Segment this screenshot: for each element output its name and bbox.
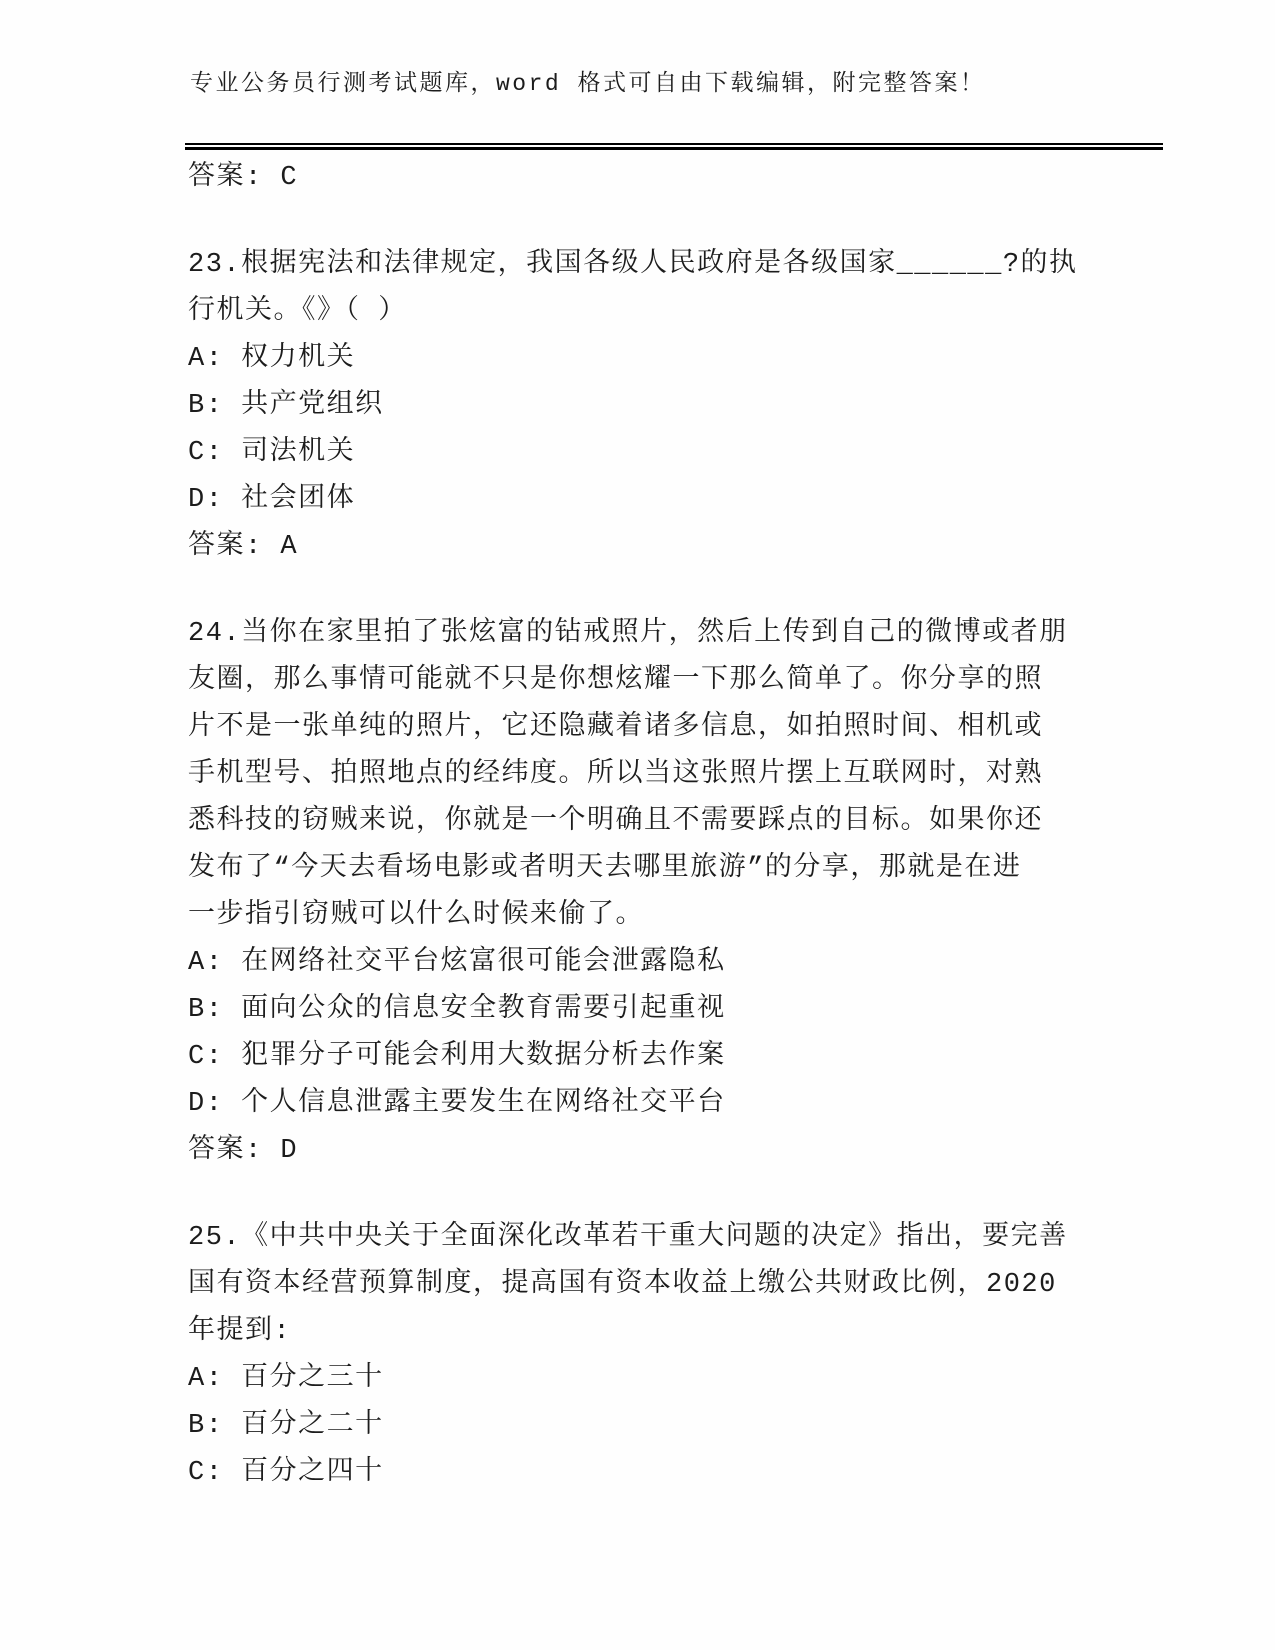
text-line: 手机型号、拍照地点的经纬度。所以当这张照片摆上互联网时，对熟 [188, 760, 1043, 790]
text-line: 答案: D [188, 1136, 299, 1166]
text-line: 答案: A [188, 532, 299, 562]
divider-top-line [185, 143, 1163, 145]
text-line: 一步指引窃贼可以什么时候来偷了。 [188, 901, 644, 931]
text-line: 行机关。《》（ ） [188, 297, 407, 327]
text-line: A: 在网络社交平台炫富很可能会泄露隐私 [188, 948, 726, 978]
text-line: C: 百分之四十 [188, 1458, 384, 1488]
text-line: C: 犯罪分子可能会利用大数据分析去作案 [188, 1042, 726, 1072]
text-line: 24.当你在家里拍了张炫富的钻戒照片，然后上传到自己的微博或者朋 [188, 619, 1068, 649]
text-line: D: 个人信息泄露主要发生在网络社交平台 [188, 1089, 726, 1119]
text-line: 答案: C [188, 163, 299, 193]
text-line: 发布了“今天去看场电影或者明天去哪里旅游”的分享，那就是在进 [188, 854, 1022, 884]
text-line: 片不是一张单纯的照片，它还隐藏着诸多信息，如拍照时间、相机或 [188, 713, 1043, 743]
text-line: 25.《中共中央关于全面深化改革若干重大问题的决定》指出，要完善 [188, 1223, 1068, 1253]
question-23 [188, 242, 1178, 571]
text-line: D: 社会团体 [188, 485, 356, 515]
text-line: 悉科技的窃贼来说，你就是一个明确且不需要踩点的目标。如果你还 [188, 807, 1043, 837]
text-line: B: 面向公众的信息安全教育需要引起重视 [188, 995, 726, 1025]
text-line: 友圈，那么事情可能就不只是你想炫耀一下那么简单了。你分享的照 [188, 666, 1043, 696]
text-line: A: 百分之三十 [188, 1364, 384, 1394]
text-line: 国有资本经营预算制度，提高国有资本收益上缴公共财政比例，2020 [188, 1270, 1057, 1300]
text-line: B: 百分之二十 [188, 1411, 384, 1441]
header-note: 专业公务员行测考试题库，word 格式可自由下载编辑，附完整答案！ [190, 71, 986, 97]
text-line: B: 共产党组织 [188, 391, 384, 421]
document-body [188, 155, 1178, 1537]
text-line: 年提到: [188, 1317, 292, 1347]
answer-block-22 [188, 155, 1178, 202]
divider-bottom-line [185, 147, 1163, 150]
text-line: C: 司法机关 [188, 438, 356, 468]
header-divider [185, 143, 1163, 150]
question-24 [188, 611, 1178, 1175]
text-line: 23.根据宪法和法律规定，我国各级人民政府是各级国家______?的执 [188, 250, 1078, 280]
text-line: A: 权力机关 [188, 344, 356, 374]
question-25 [188, 1215, 1178, 1497]
